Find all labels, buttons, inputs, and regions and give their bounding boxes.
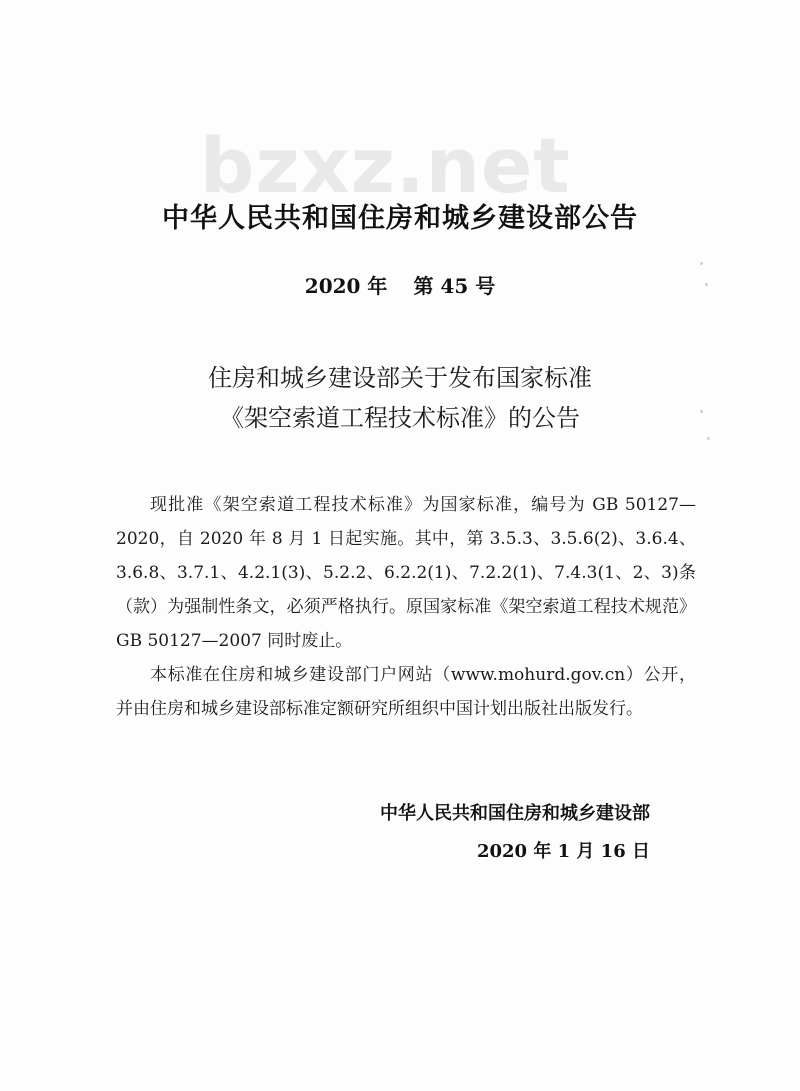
scan-speck xyxy=(705,283,708,286)
subject-line-2: 《架空索道工程技术标准》的公告 xyxy=(220,404,580,432)
subject-line-1: 住房和城乡建设部关于发布国家标准 xyxy=(208,364,592,392)
signature-date: 2020 年 1 月 16 日 xyxy=(476,841,650,862)
announcement-body xyxy=(116,488,696,726)
body-paragraph-2: 本标准在住房和城乡建设部门户网站（www.mohurd.gov.cn）公开，并由住房和城乡建设部标准定额研究所组织中国计划出版社出版发行。 xyxy=(116,665,696,719)
watermark-logo: bzxz.net xyxy=(200,121,571,210)
scan-speck xyxy=(700,410,703,413)
announcement-number xyxy=(0,270,800,299)
scan-speck xyxy=(700,262,703,265)
signature-organization: 中华人民共和国住房和城乡建设部 xyxy=(380,803,650,824)
signature-block xyxy=(380,795,650,871)
announcement-year: 2020 年 xyxy=(304,274,388,298)
announcement-serial: 第 45 号 xyxy=(413,274,496,298)
announcement-subject xyxy=(0,358,800,438)
body-paragraph-1: 现批准《架空索道工程技术标准》为国家标准，编号为 GB 50127—2020，自 2020 年 8 月 1 日起实施。其中，第 3.5.3、3.5.6(2)、3.6.4、3.6.8、3.7.1、4.2.1(3)、5.2.2、6.2.2(1)、7.2.2(1)、7.4.3(1、2、3)条（款）为强制性条文，必须严格执行。原国家标准《架空索道工程技术规范》GB 50127—2007 同时废止。 xyxy=(116,495,696,651)
scan-speck xyxy=(707,437,710,440)
announcement-issuer-title: 中华人民共和国住房和城乡建设部公告 xyxy=(162,203,638,234)
